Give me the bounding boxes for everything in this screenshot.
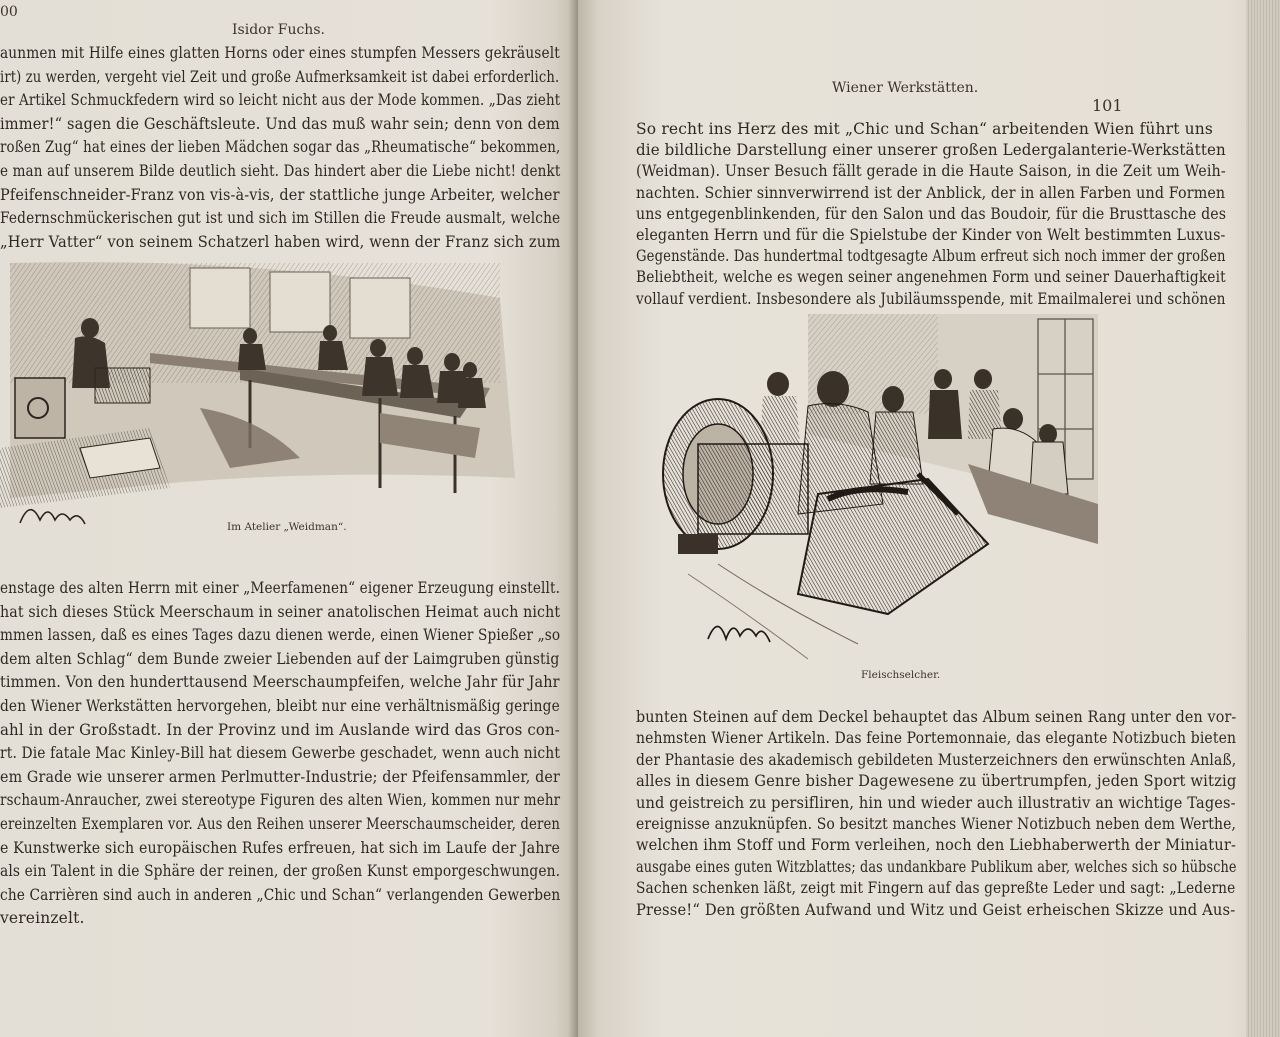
left-running-head: Isidor Fuchs. (232, 22, 325, 38)
text-line: rschaum-Anraucher, zwei stereotype Figuren des alten Wien, kommen nur mehr (0, 791, 561, 810)
text-line: (Weidman). Unser Besuch fällt gerade in die Haute Saison, in die Zeit um Weih- (636, 162, 1226, 181)
right-page (578, 0, 1280, 1037)
text-line: ereinzelten Exemplaren vor. Aus den Reihen unserer Meerschaumscheider, deren (0, 815, 561, 833)
text-line: den Wiener Werkstätten hervorgehen, bleibt nur eine verhältnismäßig geringe (0, 697, 560, 715)
text-line: bunten Steinen auf dem Deckel behauptet das Album seinen Rang unter den vor- (636, 708, 1237, 726)
text-line: ahl in der Großstadt. In der Provinz und im Auslande wird das Gros con- (0, 720, 560, 739)
text-line: Beliebtheit, welche es wegen seiner angenehmen Form und seiner Dauerhaftigkeit (636, 268, 1226, 287)
text-line: vollauf verdient. Insbesondere als Jubiläumsspende, mit Emailmalerei und schönen (636, 289, 1226, 308)
text-line: uns entgegenblinkenden, für den Salon und das Boudoir, für die Brusttasche des (636, 204, 1227, 223)
text-line: em Grade wie unserer armen Perlmutter-Industrie; der Pfeifensammler, der (0, 767, 560, 786)
text-line: Federnschmückerischen gut ist und sich im Stillen die Freude ausmalt, welche (0, 209, 561, 228)
text-line: che Carrièren sind auch in anderen „Chic und Schan“ verlangenden Gewerben (0, 885, 561, 904)
text-line: der Phantasie des akademisch gebildeten Musterzeichners den erwünschten Anlaß, (636, 750, 1237, 769)
right-page-number: 101 (1092, 96, 1123, 115)
right-running-head: Wiener Werkstätten. (832, 80, 979, 96)
text-line: „Herr Vatter“ von seinem Schatzerl haben wird, wenn der Franz sich zum (0, 232, 561, 251)
text-line: rt. Die fatale Mac Kinley-Bill hat diesem Gewerbe geschadet, wenn auch nicht (0, 744, 561, 763)
left-illustration-atelier (0, 258, 520, 548)
text-line: timmen. Von den hunderttausend Meerschaumpfeifen, welche Jahr für Jahr (0, 673, 560, 692)
text-line: immer!“ sagen die Geschäftsleute. Und das muß wahr sein; denn von dem (0, 114, 560, 133)
text-line: Sachen schenken läßt, zeigt mit Fingern auf das gepreßte Leder und sagt: „Lederne (636, 879, 1236, 898)
right-caption: Fleischselcher. (861, 669, 941, 681)
text-line: welchen ihm Stoff und Form verleihen, noch den Liebhaberwerth der Miniatur- (636, 836, 1237, 855)
text-line: nehmsten Wiener Artikeln. Das feine Portemonnaie, das elegante Notizbuch bieten (636, 729, 1237, 748)
page-edges (1246, 0, 1280, 1037)
text-line: hat sich dieses Stück Meerschaum in seiner anatolischen Heimat auch nicht (0, 602, 561, 621)
text-line: Pfeifenschneider-Franz von vis-à-vis, der stattliche junge Arbeiter, welcher (0, 185, 560, 204)
text-line: eleganten Herrn und für die Spielstube der Kinder von Welt bestimmten Luxus- (636, 226, 1226, 244)
text-line: roßen Zug“ hat eines der lieben Mädchen sogar das „Rheumatische“ bekommen, (0, 138, 561, 157)
text-line: vereinzelt. (0, 909, 85, 928)
text-line: alles in diesem Genre bisher Dagewesene zu übertrumpfen, jeden Sport witzig (636, 772, 1237, 791)
text-line: So recht ins Herz des mit „Chic und Schan“ arbeitenden Wien führt uns (636, 120, 1214, 138)
text-line: er Artikel Schmuckfedern wird so leicht nicht aus der Mode kommen. „Das zieht (0, 91, 561, 110)
text-line: Gegenstände. Das hundertmal todtgesagte Album erfreut sich noch immer der großen (636, 247, 1226, 266)
left-page (0, 0, 578, 1037)
text-line: mmen lassen, daß es eines Tages dazu dienen werde, einen Wiener Spießer „so (0, 626, 561, 645)
text-line: enstage des alten Herrn mit einer „Meerfamenen“ eigener Erzeugung einstellt. (0, 579, 561, 597)
text-line: e Kunstwerke sich europäischen Rufes erfreuen, hat sich im Laufe der Jahre (0, 838, 561, 857)
text-line: Presse!“ Den größten Aufwand und Witz und Geist erheischen Skizze und Aus- (636, 900, 1236, 919)
text-line: e man auf unserem Bilde deutlich sieht. Das hindert aber die Liebe nicht! denkt (0, 162, 561, 180)
text-line: dem alten Schlag“ dem Bunde zweier Liebenden auf der Laimgruben günstig (0, 649, 560, 668)
text-line: als ein Talent in die Sphäre der reinen, der großen Kunst emporgeschwungen. (0, 862, 561, 881)
text-line: und geistreich zu persifliren, hin und wieder auch illustrativ an wichtige Tages- (636, 793, 1236, 812)
text-line: aunmen mit Hilfe eines glatten Horns oder eines stumpfen Messers gekräuselt (0, 44, 560, 62)
text-line: nachten. Schier sinnverwirrend ist der Anblick, der in allen Farben und Formen (636, 183, 1226, 202)
left-caption: Im Atelier „Weidman“. (227, 521, 347, 533)
text-line: ereignisse anzuknüpfen. So besitzt manches Wiener Notizbuch neben dem Werthe, (636, 815, 1237, 833)
text-line: die bildliche Darstellung einer unserer großen Ledergalanterie-Werkstätten (636, 141, 1226, 160)
text-line: irt) zu werden, vergeht viel Zeit und große Aufmerksamkeit ist dabei erforderlich. (0, 67, 560, 86)
left-page-number: 00 (0, 4, 18, 20)
text-line: ausgabe eines guten Witzblattes; das undankbare Publikum aber, welches sich so hübsche (636, 857, 1237, 876)
right-illustration-fleischselcher (658, 314, 1108, 664)
